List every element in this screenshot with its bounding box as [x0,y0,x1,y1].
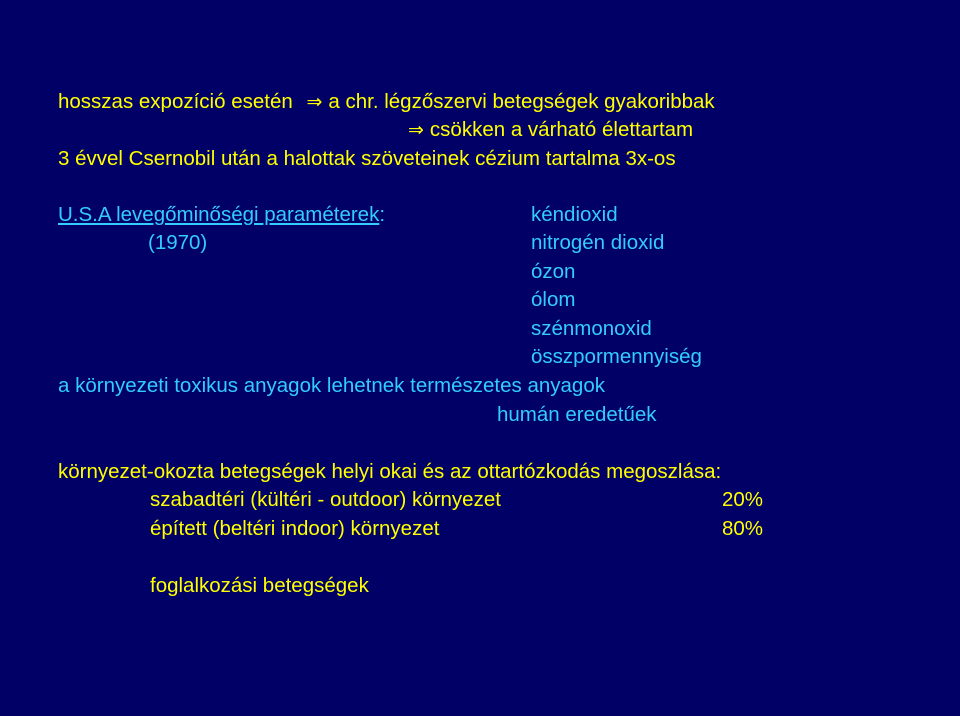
usa-heading-colon: : [379,203,386,226]
implies-arrow-icon: ⇒ [306,91,323,113]
exposure-text: hosszas expozíció esetén [58,90,293,113]
parameter-item: szénmonoxid [531,317,652,340]
toxic-line: a környezeti toxikus anyagok lehetnek természetes anyagok [58,374,605,397]
exposure-result: a chr. légzőszervi betegségek gyakoribbak [328,90,715,113]
parameter-item: ózon [531,260,576,283]
chernobyl-line: 3 évvel Csernobil után a halottak szöveteinek cézium tartalma 3x-os [58,147,676,170]
usa-heading-text: U.S.A levegőminőségi paraméterek [58,203,380,226]
parameter-item: nitrogén dioxid [531,231,665,254]
toxic-origin-line: humán eredetűek [497,403,657,426]
usa-year: (1970) [148,231,208,254]
distribution-row-label: épített (beltéri indoor) környezet [150,517,440,540]
distribution-heading: környezet-okozta betegségek helyi okai és az ottartózkodás megoszlása: [58,460,722,483]
usa-heading [58,205,385,226]
life-expectancy-text: csökken a várható élettartam [429,118,694,141]
distribution-row-value: 20% [722,488,764,511]
distribution-row-value: 80% [722,517,764,540]
distribution-row-label: szabadtéri (kültéri - outdoor) környezet [150,488,501,511]
life-expectancy-line [408,120,693,141]
implies-arrow-icon: ⇒ [408,119,424,141]
parameter-item: összpormennyiség [531,345,702,368]
occupational-line: foglalkozási betegségek [150,574,369,597]
parameter-item: kéndioxid [531,203,618,226]
parameter-item: ólom [531,288,576,311]
exposure-line [58,92,715,113]
